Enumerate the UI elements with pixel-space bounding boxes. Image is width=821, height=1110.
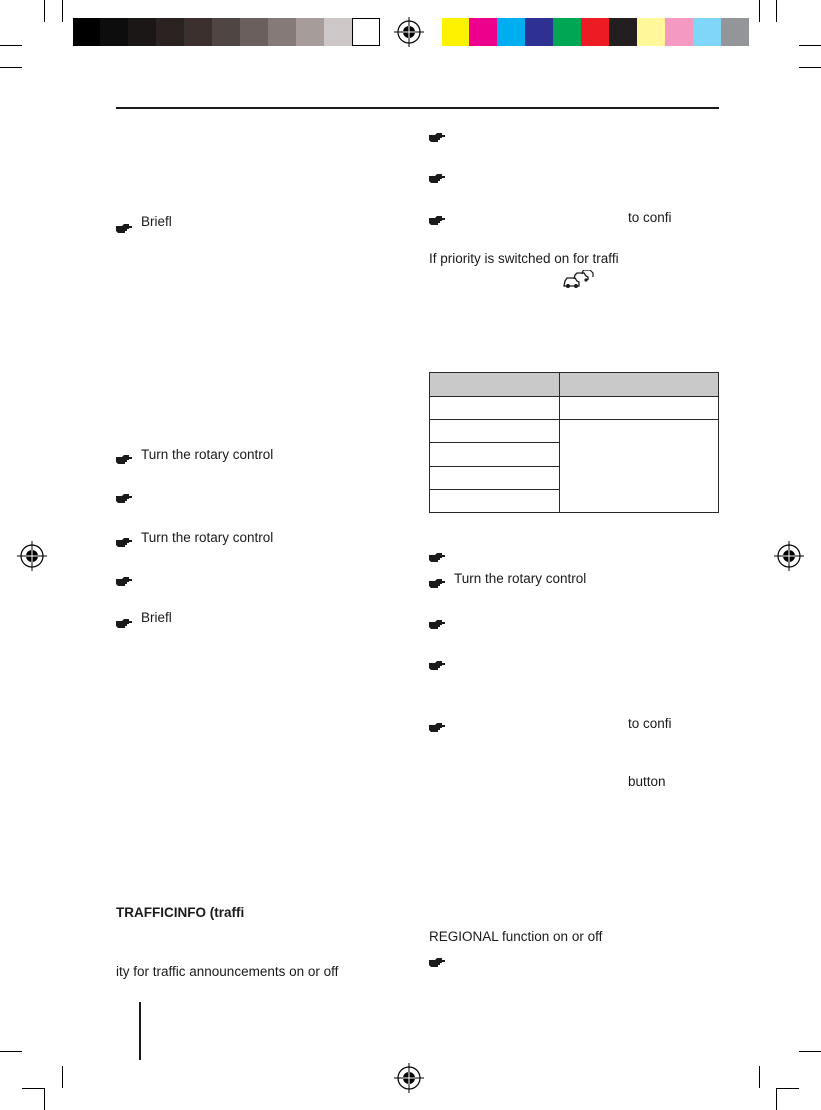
color-swatch bbox=[665, 18, 693, 46]
pointing-hand-icon bbox=[429, 173, 445, 184]
crop-mark bbox=[0, 1051, 22, 1052]
color-swatch bbox=[637, 18, 665, 46]
table-row-line bbox=[430, 442, 559, 443]
traffic-jam-icon bbox=[562, 270, 594, 290]
color-swatch bbox=[469, 18, 497, 46]
color-swatch bbox=[352, 18, 380, 46]
crop-mark bbox=[759, 0, 760, 22]
settings-table bbox=[429, 372, 719, 513]
crop-mark bbox=[799, 67, 821, 68]
body-text: If priority is switched on for traffi bbox=[429, 251, 619, 266]
color-swatch bbox=[693, 18, 721, 46]
color-swatch bbox=[525, 18, 553, 46]
crop-mark bbox=[776, 1088, 777, 1110]
pointing-hand-icon bbox=[116, 493, 132, 504]
color-swatch bbox=[581, 18, 609, 46]
color-swatch bbox=[609, 18, 637, 46]
instruction-text: to confi bbox=[628, 716, 672, 731]
crop-mark bbox=[0, 67, 22, 68]
color-swatch bbox=[100, 18, 128, 46]
pointing-hand-icon bbox=[429, 619, 445, 630]
instruction-text: Turn the rotary control bbox=[141, 530, 274, 545]
pointing-hand-icon bbox=[429, 722, 445, 733]
page-margin-rule bbox=[139, 1002, 141, 1060]
color-swatch bbox=[156, 18, 184, 46]
pointing-hand-icon bbox=[116, 223, 132, 234]
section-heading: TRAFFICINFO (traffi bbox=[116, 905, 245, 920]
header-rule bbox=[116, 107, 719, 109]
crop-mark bbox=[44, 0, 45, 22]
crop-mark bbox=[799, 1051, 821, 1052]
pointing-hand-icon bbox=[429, 215, 445, 226]
pointing-hand-icon bbox=[429, 552, 445, 563]
color-swatch bbox=[721, 18, 749, 46]
pointing-hand-icon bbox=[116, 618, 132, 629]
color-swatch bbox=[128, 18, 156, 46]
body-text: REGIONAL function on or off bbox=[429, 929, 603, 944]
color-swatch bbox=[324, 18, 352, 46]
pointing-hand-icon bbox=[429, 660, 445, 671]
table-row-line bbox=[430, 466, 559, 467]
pointing-hand-icon bbox=[116, 576, 132, 587]
instruction-text: Turn the rotary control bbox=[141, 447, 274, 462]
pointing-hand-icon bbox=[429, 957, 445, 968]
color-swatch bbox=[73, 18, 101, 46]
table-row-line bbox=[430, 419, 718, 420]
color-swatch bbox=[212, 18, 240, 46]
pointing-hand-icon bbox=[116, 454, 132, 465]
pointing-hand-icon bbox=[116, 537, 132, 548]
instruction-text: to confi bbox=[628, 210, 672, 225]
crop-mark bbox=[0, 45, 22, 46]
pointing-hand-icon bbox=[429, 132, 445, 143]
table-header bbox=[430, 373, 718, 397]
crop-mark bbox=[62, 1066, 63, 1088]
instruction-text: Briefl bbox=[141, 610, 172, 625]
color-swatch bbox=[184, 18, 212, 46]
table-row-line bbox=[430, 489, 559, 490]
color-swatch bbox=[553, 18, 581, 46]
color-swatch bbox=[240, 18, 268, 46]
instruction-text: Briefl bbox=[141, 214, 172, 229]
crop-mark bbox=[759, 1066, 760, 1088]
body-text: ity for traffic announcements on or off bbox=[116, 964, 339, 979]
registration-mark-icon bbox=[394, 17, 424, 47]
color-swatch bbox=[268, 18, 296, 46]
crop-mark bbox=[62, 0, 63, 22]
instruction-text: Turn the rotary control bbox=[454, 571, 587, 586]
registration-mark-icon bbox=[774, 541, 804, 571]
color-swatch bbox=[296, 18, 324, 46]
registration-mark-icon bbox=[394, 1063, 424, 1093]
color-swatch bbox=[497, 18, 525, 46]
body-text: button bbox=[628, 774, 666, 789]
crop-mark bbox=[776, 0, 777, 22]
crop-mark bbox=[777, 1088, 799, 1089]
table-divider bbox=[559, 373, 560, 512]
color-swatch bbox=[442, 18, 470, 46]
registration-mark-icon bbox=[17, 541, 47, 571]
crop-mark bbox=[44, 1088, 45, 1110]
crop-mark bbox=[22, 1088, 44, 1089]
crop-mark bbox=[799, 45, 821, 46]
pointing-hand-icon bbox=[429, 578, 445, 589]
